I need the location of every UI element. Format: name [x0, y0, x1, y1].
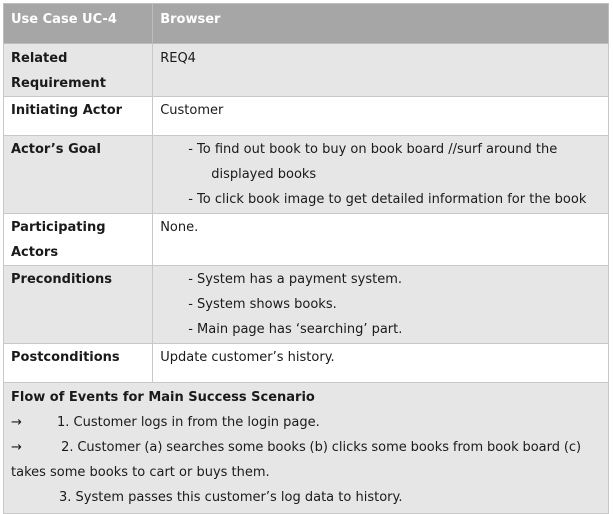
- use-case-table: [3, 3, 609, 514]
- word: from: [452, 440, 484, 455]
- word: some: [228, 440, 264, 455]
- flow-step-2: [11, 435, 601, 460]
- arrow-icon: →: [11, 440, 22, 455]
- row-initiating-actor: [4, 97, 609, 136]
- use-case-id: Use Case UC-4: [4, 4, 153, 44]
- participating-actors-label: Participating Actors: [4, 214, 153, 266]
- arrow-icon: →: [11, 415, 22, 430]
- word: book: [486, 440, 519, 455]
- flow-step-1: [11, 410, 601, 435]
- use-case-name: Browser: [153, 4, 609, 44]
- word: searches: [166, 440, 225, 455]
- initiating-actor-value: Customer: [153, 97, 609, 136]
- word: Customer: [77, 440, 141, 455]
- related-requirement-value: REQ4: [153, 44, 609, 97]
- row-related-requirement: [4, 44, 609, 97]
- flow-title: Flow of Events for Main Success Scenario: [11, 390, 315, 405]
- word: 2.: [61, 440, 74, 455]
- goal-item-continuation: displayed books: [211, 167, 317, 182]
- postconditions-value: Update customer’s history.: [153, 344, 609, 383]
- preconditions-value: [153, 266, 609, 344]
- word: some: [371, 440, 407, 455]
- word: (c): [563, 440, 582, 455]
- goal-list: [160, 137, 601, 212]
- row-actors-goal: [4, 136, 609, 214]
- precondition-item: - Main page has ‘searching’ part.: [188, 322, 403, 337]
- word: books: [267, 440, 306, 455]
- word: clicks: [331, 440, 368, 455]
- postconditions-label: Postconditions: [4, 344, 153, 383]
- word: (b): [309, 440, 328, 455]
- preconditions-list: [160, 267, 601, 342]
- header-row: [4, 4, 609, 44]
- initiating-actor-label: Initiating Actor: [4, 97, 153, 136]
- word: (a): [144, 440, 163, 455]
- related-requirement-label: Related Requirement: [4, 44, 153, 97]
- goal-item: - To find out book to buy on book board //surf around the: [188, 142, 558, 157]
- flow-step-1-text: 1. Customer logs in from the login page.: [57, 415, 320, 430]
- row-postconditions: [4, 344, 609, 383]
- word: books: [410, 440, 450, 455]
- goal-item: - To click book image to get detailed information for the book: [188, 192, 587, 207]
- flow-step-3: 3. System passes this customer’s log data to history.: [59, 490, 403, 505]
- row-flow-of-events: [4, 383, 609, 514]
- flow-of-events-cell: [4, 383, 609, 514]
- precondition-item: - System shows books.: [188, 297, 337, 312]
- flow-step-2-continuation: takes some books to cart or buys them.: [11, 465, 270, 480]
- actors-goal-label: Actor’s Goal: [4, 136, 153, 214]
- participating-actors-value: None.: [153, 214, 609, 266]
- row-participating-actors: [4, 214, 609, 266]
- word: board: [522, 440, 560, 455]
- precondition-item: - System has a payment system.: [188, 272, 403, 287]
- preconditions-label: Preconditions: [4, 266, 153, 344]
- flow-step-2-words: [61, 435, 581, 460]
- row-preconditions: [4, 266, 609, 344]
- actors-goal-value: [153, 136, 609, 214]
